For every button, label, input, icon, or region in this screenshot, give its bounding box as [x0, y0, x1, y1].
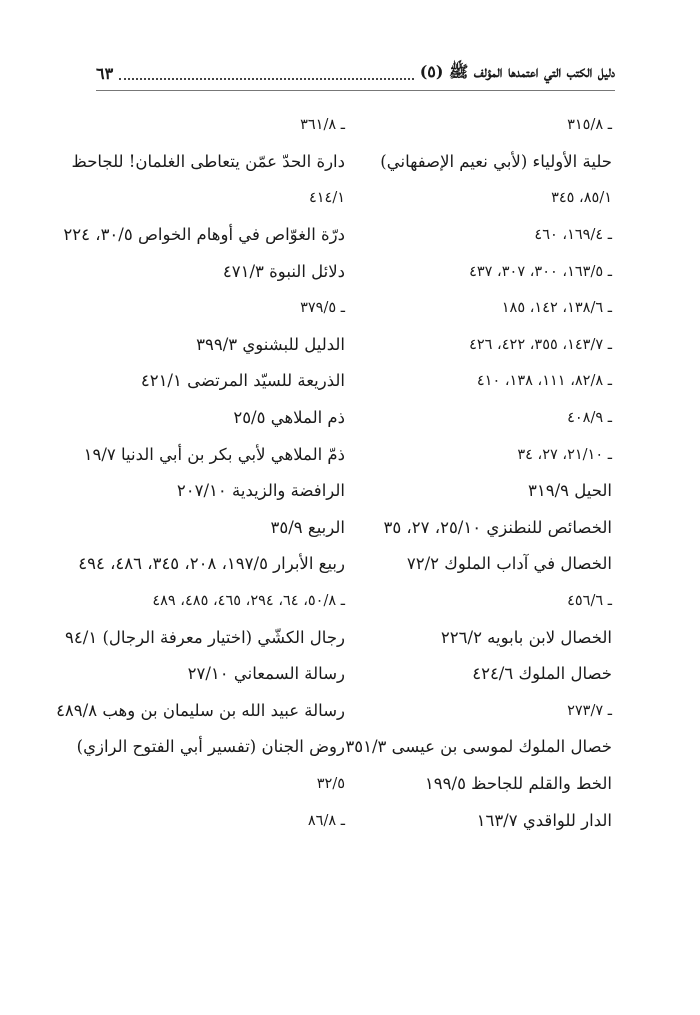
index-entry: خصال الملوك ٤٢٤/٦ [472, 664, 612, 684]
index-entry: درّة الغوّاص في أوهام الخواص ٣٠/٥، ٢٢٤ [63, 225, 345, 245]
index-entry: ـ ٣٧٩/٥ [300, 300, 345, 317]
index-entry: ـ ١٦٩/٤، ٤٦٠ [534, 227, 612, 244]
index-entry: ٨٥/١، ٣٤٥ [551, 190, 612, 207]
header-rule [96, 90, 615, 91]
index-column-left [56, 107, 345, 839]
index-entry: الحيل ٣١٩/٩ [528, 481, 612, 501]
header-title: دليل الكتب التي اعتمدها المؤلف ﷺ (٥) [419, 61, 615, 81]
index-entry: ٤١٤/١ [308, 190, 345, 207]
index-entry: رسالة عبيد الله بن سليمان بن وهب ٤٨٩/٨ [56, 700, 345, 720]
index-entry: روض الجنان (تفسير أبي الفتوح الرازي) [76, 737, 345, 757]
index-entry: خصال الملوك لموسى بن عيسى ٣٥١/٣ [345, 737, 612, 757]
index-entry: ـ ١٣٨/٦، ١٤٢، ١٨٥ [501, 300, 612, 317]
index-entry: ـ ٤٠٨/٩ [567, 410, 612, 427]
index-entry: دارة الحدّ عمّن يتعاطى الغلمان! للجاحظ [71, 151, 345, 171]
index-entry: رسالة السمعاني ٢٧/١٠ [187, 664, 345, 684]
index-entry: ـ ٣٦١/٨ [300, 117, 345, 134]
index-entry: الذريعة للسيّد المرتضى ٤٢١/١ [140, 371, 345, 391]
index-entry: رجال الكشّي (اختيار معرفة الرجال) ٩٤/١ [65, 627, 345, 647]
index-entry: الخصائص للنطنزي ٢٥/١٠، ٢٧، ٣٥ [383, 517, 612, 537]
index-entry: ذمّ الملاهي لأبي بكر بن أبي الدنيا ١٩/٧ [83, 444, 345, 464]
index-entry: الخط والقلم للجاحظ ١٩٩/٥ [424, 773, 612, 793]
page-number: ٦٣ [96, 63, 114, 83]
index-entry: ٣٢/٥ [316, 775, 345, 792]
index-entry: دلائل النبوة ٤٧١/٣ [222, 261, 345, 281]
index-entry: الربيع ٣٥/٩ [270, 517, 345, 537]
index-entry: ـ ١٦٣/٥، ٣٠٠، ٣٠٧، ٤٣٧ [469, 263, 612, 280]
header-dot-leader [119, 78, 414, 80]
index-entry: ـ ١٤٣/٧، ٣٥٥، ٤٢٢، ٤٢٦ [469, 336, 612, 353]
index-entry: ـ ٨٢/٨، ١١١، ١٣٨، ٤١٠ [476, 373, 612, 390]
index-entry: الخصال في آداب الملوك ٧٢/٢ [406, 554, 612, 574]
index-entry: الخصال لابن بابويه ٢٢٦/٢ [440, 627, 612, 647]
index-entry: ـ ٤٥٦/٦ [567, 593, 612, 610]
index-entry: الرافضة والزيدية ٢٠٧/١٠ [176, 481, 345, 501]
index-entry: ـ ٢١/١٠، ٢٧، ٣٤ [517, 446, 612, 463]
index-entry: ذم الملاهي ٢٥/٥ [233, 408, 345, 428]
index-column-right [322, 107, 612, 839]
running-header [96, 58, 615, 88]
index-entry: ـ ٢٧٣/٧ [567, 702, 612, 719]
index-entry: ـ ٣١٥/٨ [567, 117, 612, 134]
index-entry: ـ ٥٠/٨، ٦٤، ٢٩٤، ٤٦٥، ٤٨٥، ٤٨٩ [152, 593, 345, 610]
index-entry: ـ ٨٦/٨ [307, 812, 345, 829]
index-entry: الدار للواقدي ١٦٣/٧ [476, 810, 612, 830]
index-entry: حلية الأولياء (لأبي نعيم الإصفهاني) [380, 151, 612, 171]
index-entry: ربيع الأبرار ١٩٧/٥، ٢٠٨، ٣٤٥، ٤٨٦، ٤٩٤ [78, 554, 345, 574]
index-entry: الدليل للبشنوي ٣٩٩/٣ [196, 334, 345, 354]
